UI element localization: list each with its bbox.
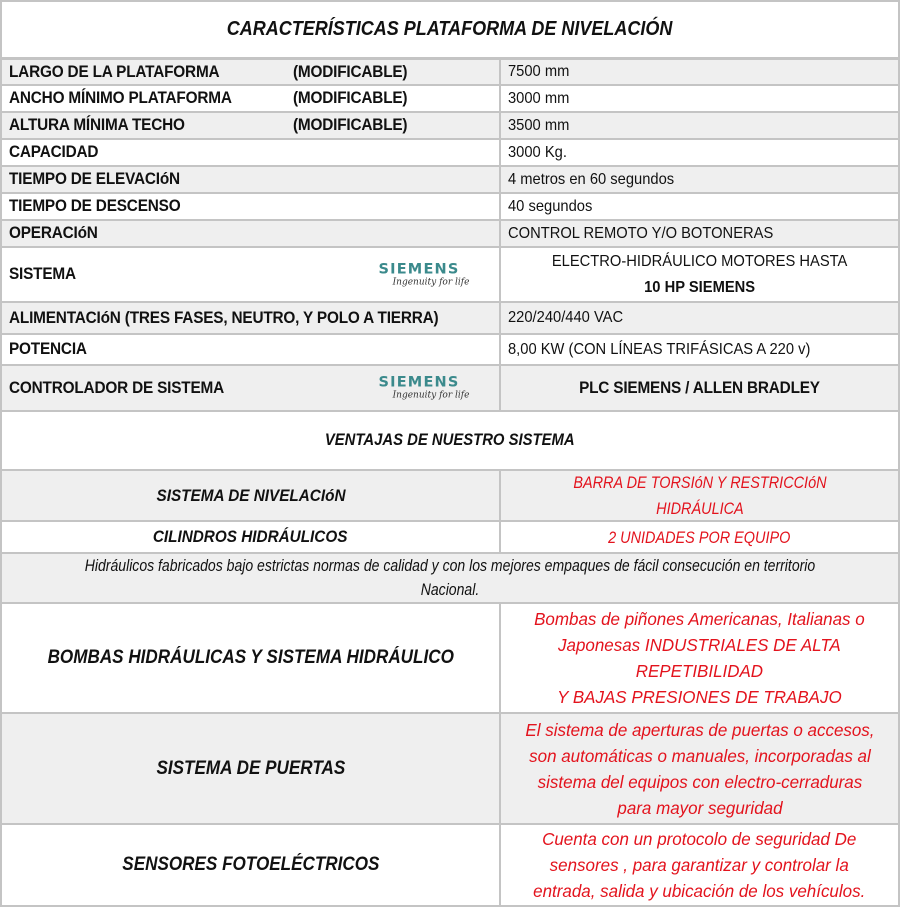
advantages-title: VENTAJAS DE NUESTRO SISTEMA (325, 431, 575, 449)
spec-value: CONTROL REMOTO Y/O BOTONERAS (508, 224, 774, 242)
spec-value: 8,00 KW (CON LÍNEAS TRIFÁSICAS A 220 v) (508, 340, 811, 358)
spec-row (2, 165, 898, 192)
spec-row (2, 84, 898, 111)
feature-label: SISTEMA DE PUERTAS (156, 757, 345, 779)
note-line: Nacional. (420, 581, 480, 599)
feature-value-line: Cuenta con un protocolo de seguridad De (542, 829, 857, 849)
feature-label: SENSORES FOTOELÉCTRICOS (121, 854, 380, 875)
spec-row (2, 301, 898, 333)
spec-label: TIEMPO DE ELEVACIóN (9, 170, 180, 188)
advantage-row (2, 469, 898, 520)
logo-tagline: Ingenuity for life (392, 390, 470, 401)
feature-value-line: Y BAJAS PRESIONES DE TRABAJO (557, 687, 842, 707)
title-row (2, 2, 898, 57)
spec-value-line: ELECTRO-HIDRÁULICO MOTORES HASTA (551, 252, 848, 270)
feature-row (2, 712, 898, 823)
feature-row (2, 823, 898, 905)
feature-value-line: para mayor seguridad (616, 797, 783, 818)
spec-value: 7500 mm (508, 63, 570, 80)
siemens-logo (363, 262, 475, 287)
spec-note: (MODIFICABLE) (293, 116, 408, 134)
spec-value: 3000 mm (508, 89, 570, 107)
spec-value: PLC SIEMENS / ALLEN BRADLEY (579, 378, 820, 397)
spec-row (2, 246, 898, 301)
spec-row (2, 333, 898, 364)
note-row (2, 552, 898, 602)
feature-value-line: El sistema de aperturas de puertas o accesos, (524, 719, 875, 740)
spec-row (2, 219, 898, 246)
spec-label: CAPACIDAD (9, 143, 99, 161)
spec-label: ALIMENTACIóN (TRES FASES, NEUTRO, Y POLO A TIERRA) (9, 308, 439, 327)
note-line: Hidráulicos fabricados bajo estrictas normas de calidad y con los mejores empaques de fácil consecución en territorio (84, 557, 816, 575)
spec-row (2, 57, 898, 84)
spec-row (2, 138, 898, 165)
spec-label: POTENCIA (9, 340, 87, 358)
spec-value-line: 10 HP SIEMENS (643, 278, 755, 296)
spec-label: TIEMPO DE DESCENSO (9, 197, 181, 215)
advantage-value: 2 UNIDADES POR EQUIPO (608, 527, 791, 547)
spec-row (2, 364, 898, 410)
spec-note: (MODIFICABLE) (293, 89, 408, 107)
spec-label: ANCHO MÍNIMO PLATAFORMA (9, 89, 232, 107)
feature-value-line: Japonesas INDUSTRIALES DE ALTA (558, 635, 841, 655)
feature-value-line: Bombas de piñones Americanas, Italianas o (534, 609, 865, 629)
advantage-label: SISTEMA DE NIVELACIóN (156, 485, 345, 505)
spec-row (2, 192, 898, 219)
logo-wordmark: SIEMENS (378, 261, 460, 277)
spec-value: 3000 Kg. (508, 143, 567, 161)
spec-value: 4 metros en 60 segundos (508, 170, 675, 188)
advantages-header-row (2, 410, 898, 469)
feature-value-line: son automáticas o manuales, incorporadas al (528, 745, 871, 766)
sheet-title: CARACTERÍSTICAS PLATAFORMA DE NIVELACIÓN (227, 18, 673, 40)
feature-row (2, 602, 898, 712)
feature-value-line: sistema del equipos con electro-cerraduras (537, 771, 862, 792)
logo-tagline: Ingenuity for life (392, 277, 470, 287)
spec-label: SISTEMA (9, 265, 76, 283)
spec-label: CONTROLADOR DE SISTEMA (9, 378, 225, 397)
advantage-value-line: BARRA DE TORSIóN Y RESTRICCIóN (572, 472, 827, 492)
feature-label: BOMBAS HIDRÁULICAS Y SISTEMA HIDRÁULICO (47, 647, 454, 668)
advantage-label: CILINDROS HIDRÁULICOS (153, 527, 348, 546)
feature-value-line: sensores , para garantizar y controlar la (549, 855, 850, 875)
spec-row (2, 111, 898, 138)
spec-note: (MODIFICABLE) (293, 62, 408, 81)
spec-value: 220/240/440 VAC (508, 309, 624, 326)
spec-value: 3500 mm (508, 116, 570, 134)
spec-value: 40 segundos (508, 197, 593, 215)
advantage-value-line: HIDRÁULICA (655, 498, 744, 518)
spec-label: ALTURA MÍNIMA TECHO (9, 116, 185, 134)
feature-value-line: entrada, salida y ubicación de los vehículos. (533, 881, 866, 901)
feature-value-line: REPETIBILIDAD (635, 661, 764, 681)
logo-wordmark: SIEMENS (378, 374, 460, 391)
siemens-logo (363, 376, 475, 401)
advantage-row (2, 520, 898, 552)
spec-label: OPERACIóN (9, 224, 98, 242)
spec-label: LARGO DE LA PLATAFORMA (9, 62, 220, 81)
